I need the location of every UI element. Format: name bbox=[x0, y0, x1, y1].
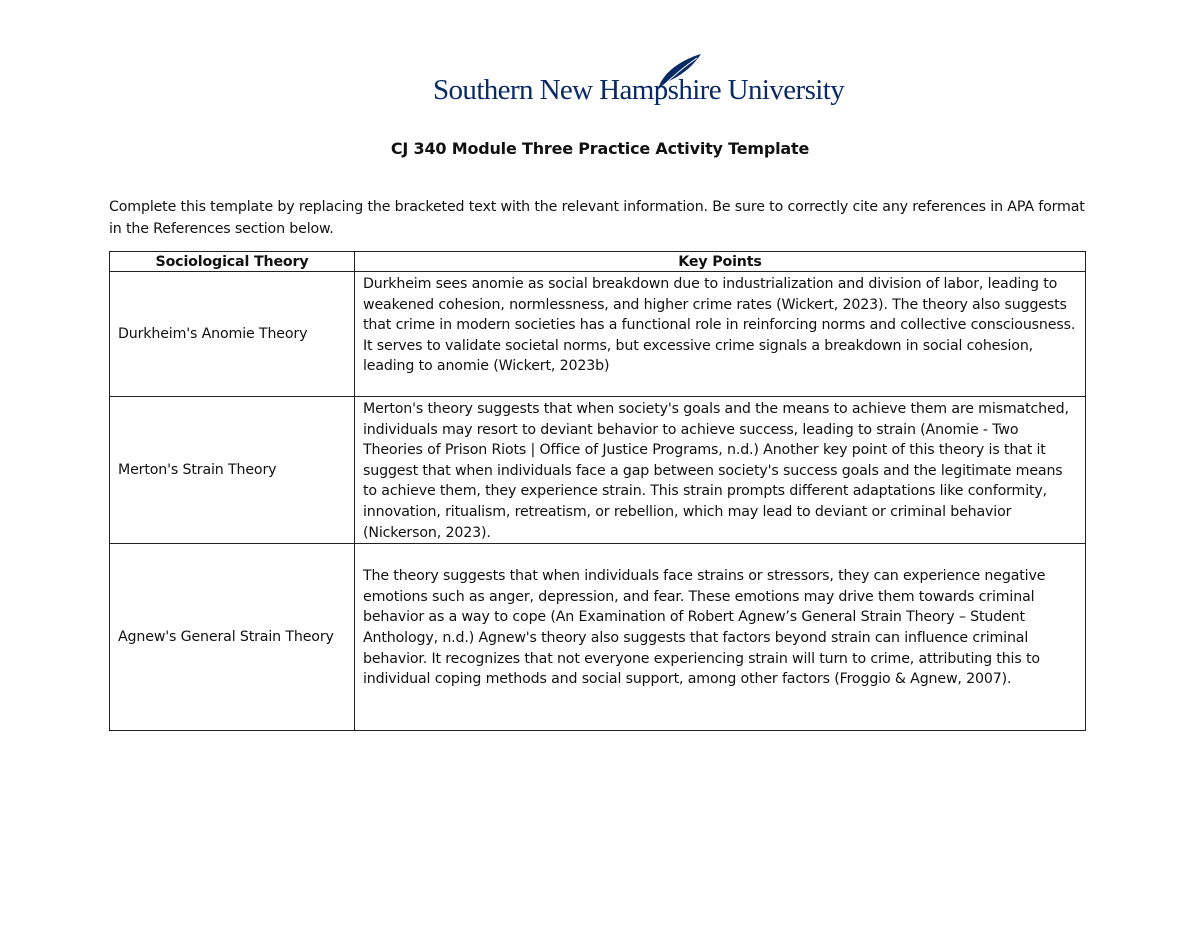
instructions-paragraph: Complete this template by replacing the bracketed text with the relevant information. Be sure to correctly cite any references in APA format in the References section below. bbox=[109, 199, 1085, 237]
header-key-points: Key Points bbox=[355, 252, 1086, 272]
theory-name-cell: Durkheim's Anomie Theory bbox=[110, 272, 355, 397]
table-row bbox=[110, 544, 1086, 731]
document-title: CJ 340 Module Three Practice Activity Template bbox=[390, 139, 810, 158]
key-points-cell: Durkheim sees anomie as social breakdown due to industrialization and division of labor, leading to weakened cohesion, normlessness, and higher crime rates (Wickert, 2023). The theory also suggests that crime in modern societies has a functional role in reinforcing norms and collective consciousness. It serves to validate societal norms, but excessive crime signals a breakdown in social cohesion, leading to anomie (Wickert, 2023b) bbox=[355, 272, 1086, 397]
header-sociological-theory: Sociological Theory bbox=[110, 252, 355, 272]
university-logo bbox=[433, 52, 845, 106]
key-points-cell: The theory suggests that when individuals face strains or stressors, they can experience negative emotions such as anger, depression, and fear. These emotions may drive them towards criminal behavior as a way to cope (An Examination of Robert Agnew’s General Strain Theory – Student Anthology, n.d.) Agnew's theory also suggests that factors beyond strain can influence criminal behavior. It recognizes that not everyone experiencing strain will turn to crime, attributing this to individual coping methods and social support, among other factors (Froggio & Agnew, 2007). bbox=[355, 544, 1086, 731]
table-row bbox=[110, 397, 1086, 544]
logo-wordmark: Southern New Hampshire University bbox=[433, 74, 845, 106]
theory-name-cell: Agnew's General Strain Theory bbox=[110, 544, 355, 731]
theory-name-cell: Merton's Strain Theory bbox=[110, 397, 355, 544]
table-row bbox=[110, 272, 1086, 397]
theory-table bbox=[109, 251, 1086, 731]
key-points-cell: Merton's theory suggests that when society's goals and the means to achieve them are mismatched, individuals may resort to deviant behavior to achieve success, leading to strain (Anomie - Two Theories of Prison Riots | Office of Justice Programs, n.d.) Another key point of this theory is that it suggest that when individuals face a gap between society's success goals and the legitimate means to achieve them, they experience strain. This strain prompts different adaptations like conformity, innovation, ritualism, retreatism, or rebellion, which may lead to deviant or criminal behavior (Nickerson, 2023). bbox=[355, 397, 1086, 544]
table-header-row bbox=[110, 252, 1086, 272]
